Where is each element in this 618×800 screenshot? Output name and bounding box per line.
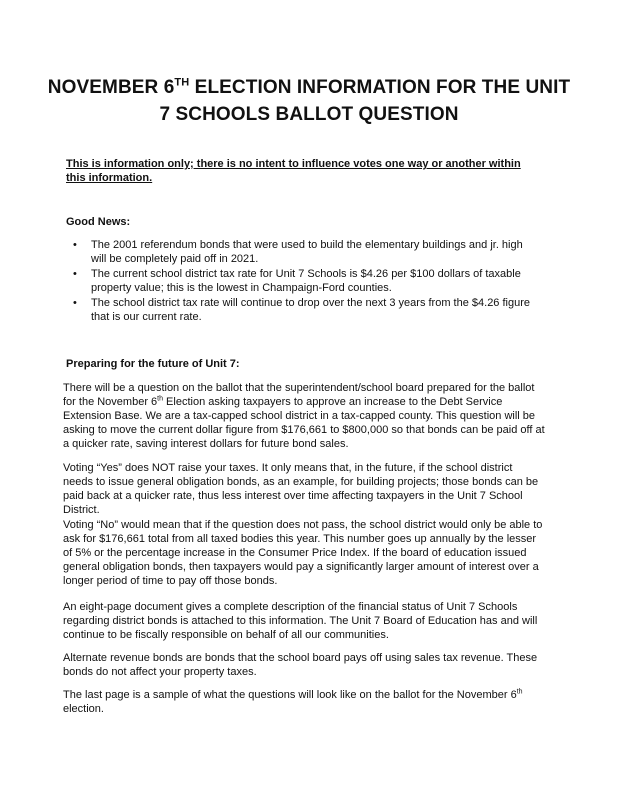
- disclaimer: This is information only; there is no intent to influence votes one way or another within this information.: [66, 158, 521, 184]
- superscript: th: [157, 395, 163, 403]
- title-line1-pre: NOVEMBER 6: [47, 77, 175, 98]
- paragraph-text: There will be a question on the ballot that the superintendent/school board prepared for the ballot for the November 6: [63, 382, 535, 408]
- title-line2: 7 SCHOOLS BALLOT QUESTION: [159, 104, 459, 125]
- paragraph-sample-ballot: [63, 688, 545, 716]
- paragraph-voting-yes: Voting “Yes” does NOT raise your taxes. It only means that, in the future, if the school district needs to issue general obligation bonds, as an example, for building projects; those bonds can be paid back at a quicker rate, thus less interest over time affecting taxpayers in the Unit 7 School District.: [63, 462, 539, 516]
- bullet-icon: •: [73, 297, 77, 309]
- paragraph-voting-no: Voting “No” would mean that if the question does not pass, the school district would only be able to ask for $176,661 total from all taxed bodies this year. This number goes up annually by the lesser of 5% or the percentage increase in the Consumer Price Index. If the board of education issued general obligation bonds, then taxpayers would pay a significantly larger amount of interest over a longer period of time to pay off those bonds.: [63, 519, 543, 587]
- paragraph-ballot-question: [63, 381, 545, 451]
- list-item: [66, 238, 536, 266]
- bullet-icon: •: [73, 268, 77, 280]
- paragraph-text: Election asking taxpayers to approve an increase to the Debt Service Extension Base. We are a tax-capped school district in a tax-capped county. This question will be asking to move the current dollar figure from $176,661 to $800,000 so that bonds can be paid off at a quicker rate, saving interest dollars for future bond sales.: [63, 396, 545, 450]
- title-line1-post: ELECTION INFORMATION FOR THE UNIT: [189, 77, 571, 98]
- list-item: [66, 267, 536, 295]
- list-item-text: The 2001 referendum bonds that were used to build the elementary buildings and jr. high will be completely paid off in 2021.: [91, 239, 523, 265]
- page-title: [40, 74, 578, 128]
- paragraph-text: The last page is a sample of what the questions will look like on the ballot for the November 6: [63, 689, 517, 701]
- list-item: [66, 296, 536, 324]
- title-superscript: TH: [174, 76, 190, 89]
- paragraph-text: election.: [63, 703, 104, 715]
- list-item-text: The current school district tax rate for Unit 7 Schools is $4.26 per $100 dollars of taxable property value; this is the lowest in Champaign-Ford counties.: [91, 268, 521, 294]
- list-item-text: The school district tax rate will continue to drop over the next 3 years from the $4.26 figure that is our current rate.: [91, 297, 531, 323]
- preparing-heading: Preparing for the future of Unit 7:: [66, 358, 240, 370]
- good-news-heading: Good News:: [66, 216, 131, 228]
- good-news-list: [66, 238, 536, 325]
- paragraph-eight-page-document: An eight-page document gives a complete description of the financial status of Unit 7 Schools regarding district bonds is attached to this information. The Unit 7 Board of Education has and will continue to be fiscally responsible on behalf of all our communities.: [63, 601, 538, 641]
- paragraph-alternate-revenue-bonds: Alternate revenue bonds are bonds that the school board pays off using sales tax revenue. These bonds do not affect your property taxes.: [63, 652, 538, 678]
- bullet-icon: •: [73, 239, 77, 251]
- superscript: th: [516, 688, 523, 696]
